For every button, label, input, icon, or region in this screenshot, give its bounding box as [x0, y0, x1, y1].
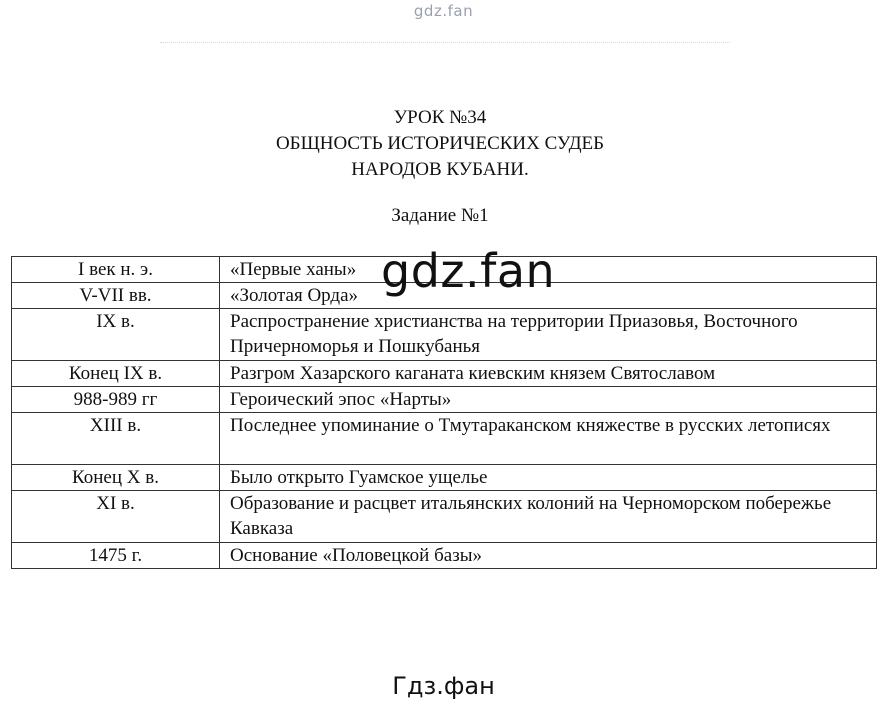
table-row — [12, 387, 877, 413]
task-title: Задание №1 — [391, 205, 489, 226]
date-cell: XIII в. — [12, 413, 220, 465]
lesson-number: УРОК №34 — [393, 107, 487, 128]
table-row — [12, 361, 877, 387]
watermark-top: gdz.fan — [413, 2, 474, 20]
date-cell: 1475 г. — [12, 543, 220, 569]
event-cell: Разгром Хазарского каганата киевским князем Святославом — [220, 361, 877, 387]
lesson-title-line-2: НАРОДОВ КУБАНИ. — [351, 159, 529, 180]
events-table — [11, 256, 877, 569]
date-cell: 988-989 гг — [12, 387, 220, 413]
event-cell: «Первые ханы» — [220, 257, 877, 283]
date-cell: V-VII вв. — [12, 283, 220, 309]
event-cell: Последнее упоминание о Тмутараканском княжестве в русских летописях — [220, 413, 877, 465]
event-cell: «Золотая Орда» — [220, 283, 877, 309]
date-cell: IX в. — [12, 309, 220, 361]
watermark-bottom: Гдз.фан — [392, 672, 495, 700]
table-row — [12, 413, 877, 465]
lesson-title-line-1: ОБЩНОСТЬ ИСТОРИЧЕСКИХ СУДЕБ — [275, 133, 605, 154]
table-row — [12, 543, 877, 569]
faint-divider — [160, 42, 730, 43]
event-cell: Героический эпос «Нарты» — [220, 387, 877, 413]
event-cell: Основание «Половецкой базы» — [220, 543, 877, 569]
table-row — [12, 465, 877, 491]
table-row — [12, 309, 877, 361]
date-cell: XI в. — [12, 491, 220, 543]
date-cell: I век н. э. — [12, 257, 220, 283]
table-row — [12, 491, 877, 543]
date-cell: Конец X в. — [12, 465, 220, 491]
watermark-center: gdz.fan — [381, 244, 556, 298]
event-cell: Было открыто Гуамское ущелье — [220, 465, 877, 491]
event-cell: Образование и расцвет итальянских колоний на Черноморском побережье Кавказа — [220, 491, 877, 543]
date-cell: Конец IX в. — [12, 361, 220, 387]
event-cell: Распространение христианства на территории Приазовья, Восточного Причерноморья и Пошкубанья — [220, 309, 877, 361]
